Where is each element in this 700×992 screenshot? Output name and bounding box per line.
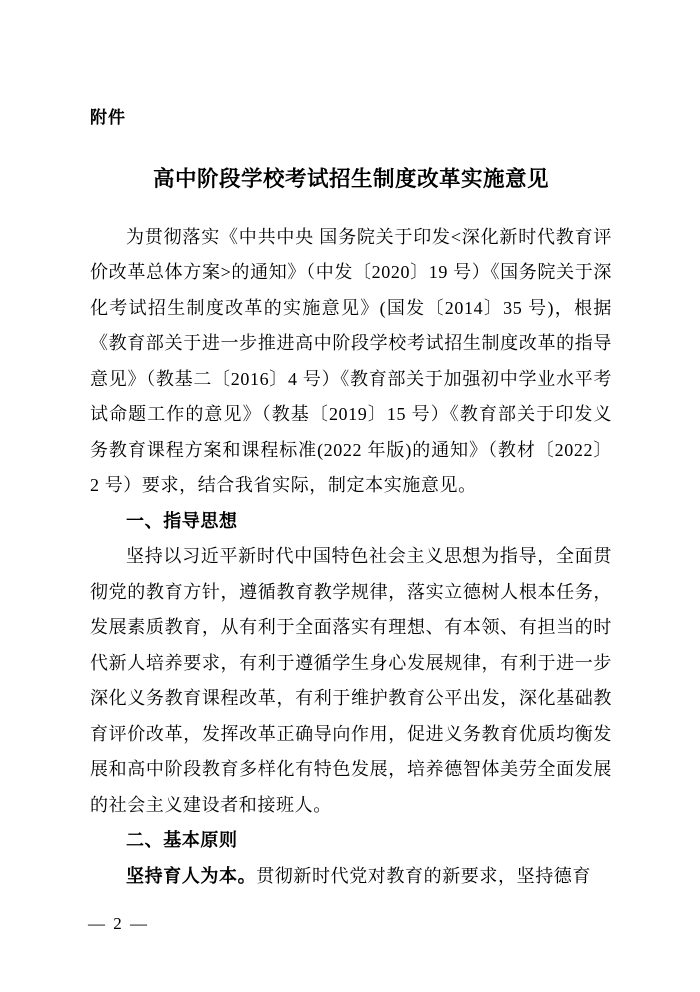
section-heading-2: 二、基本原则 [126,830,238,851]
section-heading-1: 一、指导思想 [126,510,238,531]
page-number: — 2 — [88,914,149,933]
paragraph-intro: 为贯彻落实《中共中央 国务院关于印发<深化新时代教育评价改革总体方案>的通知》（中发〔2020〕19 号）《国务院关于深化考试招生制度改革的实施意见》(国发〔2014〕35 号)，根据《教育部关于进一步推进高中阶段学校考试招生制度改革的指导意见》（教基二〔2016〕4 号）《教育部关于加强初中学业水平考试命题工作的意见》（教基〔2019〕15 号）《教育部关于印发义务教育课程方案和课程标准(2022 年版)的通知》（教材〔2022〕2 号）要求，结合我省实际，制定本实施意见。 [90,226,612,496]
attachment-label: 附件 [90,108,126,127]
document-content [90,103,612,894]
document-body [90,220,612,895]
document-title: 高中阶段学校考试招生制度改革实施意见 [152,167,549,191]
paragraph-guiding-ideology: 坚持以习近平新时代中国特色社会主义思想为指导，全面贯彻党的教育方针，遵循教育教学规律，落实立德树人根本任务，发展素质教育，从有利于全面落实有理想、有本领、有担当的时代新人培养要求，有利于遵循学生身心发展规律，有利于进一步深化义务教育课程改革，有利于维护教育公平出发，深化基础教育评价改革，发挥改革正确导向作用，促进义务教育优质均衡发展和高中阶段教育多样化有特色发展，培养德智体美劳全面发展的社会主义建设者和接班人。 [90,546,612,815]
paragraph-basic-principles [90,859,612,895]
paragraph-lead-rest: 贯彻新时代党对教育的新要求，坚持德育 [256,865,592,886]
paragraph-lead-bold: 坚持育人为本。 [126,865,257,886]
